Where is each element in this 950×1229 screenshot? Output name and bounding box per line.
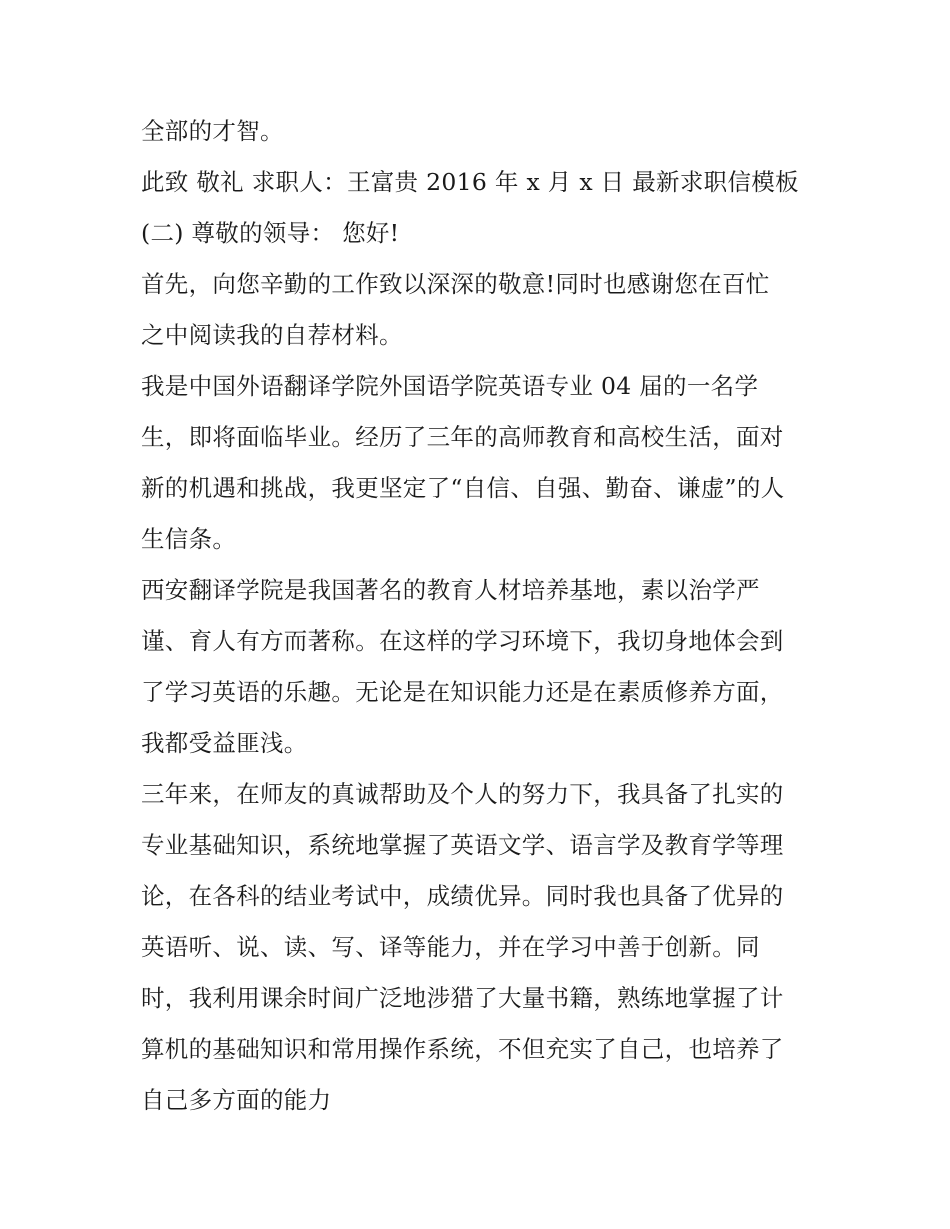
text-line: 首先，向您辛勤的工作致以深深的敬意!同时也感谢您在百忙	[141, 270, 770, 298]
text-line: 自己多方面的能力	[141, 1086, 332, 1114]
text-line: 生，即将面临毕业。经历了三年的高师教育和高校生活，面对	[141, 423, 784, 451]
text-line: (二) 尊敬的领导： 您好!	[141, 219, 400, 247]
text-line: 生信条。	[141, 525, 237, 553]
text-line: 算机的基础知识和常用操作系统，不但充实了自己，也培养了	[141, 1035, 784, 1063]
text-line: 时，我利用课余时间广泛地涉猎了大量书籍，熟练地掌握了计	[141, 984, 784, 1012]
text-line: 专业基础知识，系统地掌握了英语文学、语言学及教育学等理	[141, 831, 784, 859]
text-line: 我是中国外语翻译学院外国语学院英语专业 04 届的一名学	[141, 372, 759, 400]
text-line: 三年来，在师友的真诚帮助及个人的努力下，我具备了扎实的	[141, 780, 784, 808]
text-line: 之中阅读我的自荐材料。	[141, 321, 403, 349]
text-line: 此致 敬礼 求职人：王富贵 2016 年 x 月 x 日 最新求职信模板	[141, 168, 799, 196]
text-line: 我都受益匪浅。	[141, 729, 308, 757]
text-line: 谨、育人有方而著称。在这样的学习环境下，我切身地体会到	[141, 627, 784, 655]
text-line: 了学习英语的乐趣。无论是在知识能力还是在素质修养方面，	[141, 678, 784, 706]
text-line: 英语听、说、读、写、译等能力，并在学习中善于创新。同	[141, 933, 760, 961]
text-line: 论，在各科的结业考试中，成绩优异。同时我也具备了优异的	[141, 882, 784, 910]
text-line: 新的机遇和挑战，我更坚定了“自信、自强、勤奋、谦虚”的人	[141, 474, 785, 502]
text-line: 西安翻译学院是我国著名的教育人材培养基地，素以治学严	[141, 576, 760, 604]
text-line: 全部的才智。	[141, 117, 284, 145]
document-body	[141, 106, 821, 1126]
